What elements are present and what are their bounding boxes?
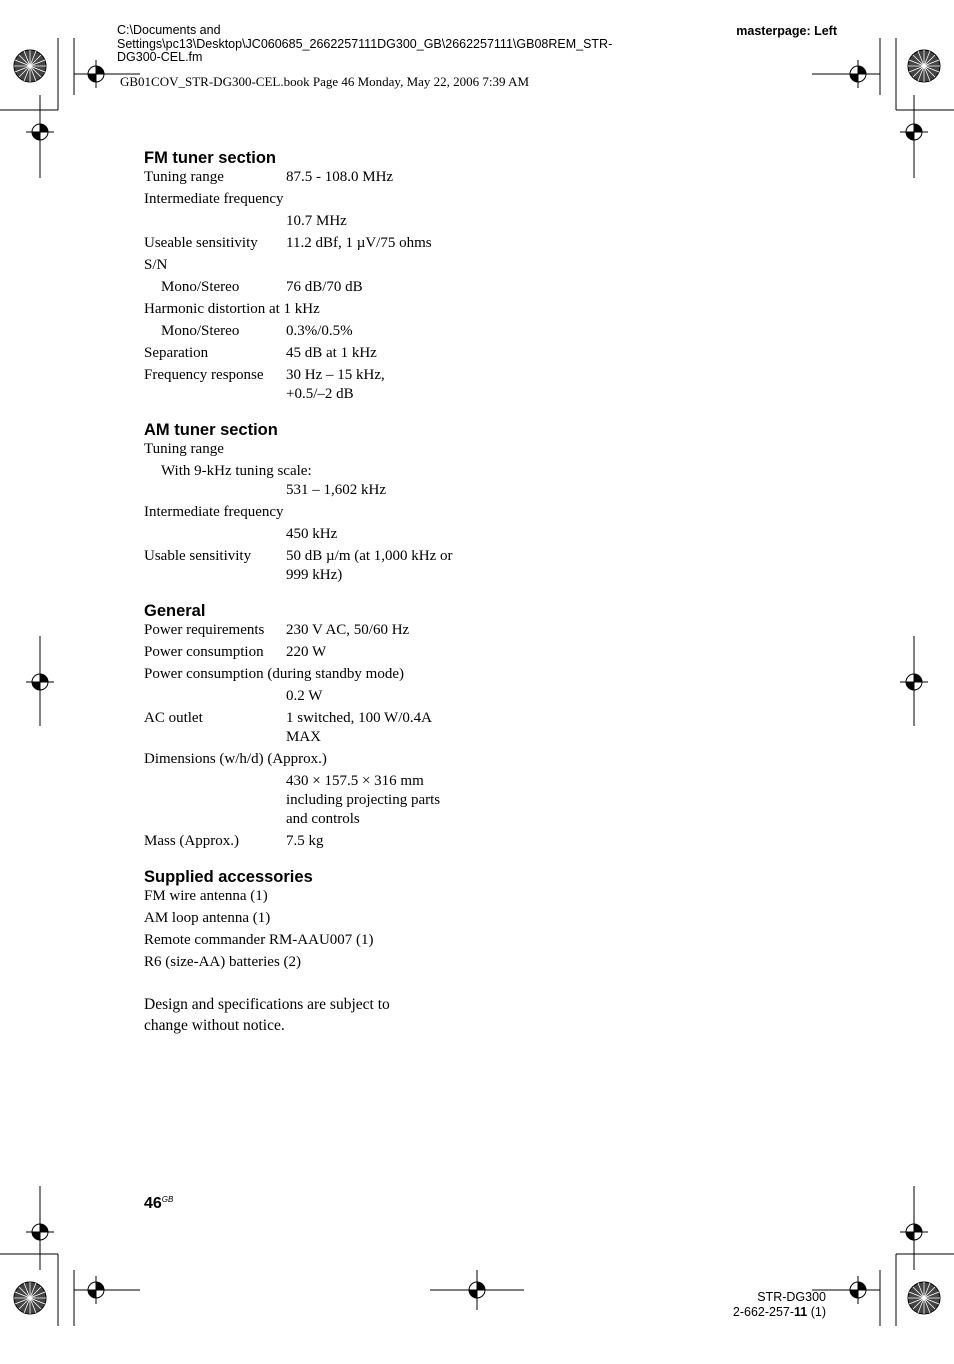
spec-value: 531 – 1,602 kHz xyxy=(286,482,386,498)
spec-label: Power consumption xyxy=(144,644,264,660)
spec-row xyxy=(144,643,484,662)
spec-label: Power requirements xyxy=(144,622,265,638)
spec-value-line: +0.5/–2 dB xyxy=(286,386,354,402)
spec-row xyxy=(144,344,484,363)
spec-value xyxy=(286,547,484,585)
masterpage-label: masterpage: Left xyxy=(736,24,837,38)
specifications xyxy=(144,148,484,1036)
model-name: STR-DG300 xyxy=(757,1290,826,1304)
spec-label: Useable sensitivity xyxy=(144,235,258,251)
spec-label: Tuning range xyxy=(144,169,224,185)
spec-value-line: 30 Hz – 15 kHz, xyxy=(286,367,385,383)
section-title: FM tuner section xyxy=(144,149,277,167)
part-code-prefix: 2-662-257- xyxy=(732,1305,795,1319)
accessory-item: Remote commander RM-AAU007 (1) xyxy=(144,932,374,948)
spec-value: 87.5 - 108.0 MHz xyxy=(286,169,394,185)
file-path-line: C:\Documents and xyxy=(117,23,221,37)
spec-row xyxy=(144,832,484,851)
file-path-line: DG300-CEL.fm xyxy=(117,50,203,64)
spec-value: 0.3%/0.5% xyxy=(286,323,353,339)
spec-label: Mono/Stereo xyxy=(161,279,240,295)
spec-label: Mono/Stereo xyxy=(161,323,240,339)
spec-value-line: 999 kHz) xyxy=(286,567,343,583)
notice-text xyxy=(144,994,444,1036)
model-info xyxy=(733,1290,826,1320)
spec-row xyxy=(144,278,484,297)
spec-value-line: MAX xyxy=(286,729,322,745)
spec-value: 10.7 MHz xyxy=(286,213,347,229)
spec-label: Harmonic distortion at 1 kHz xyxy=(144,301,320,317)
spec-value xyxy=(286,709,484,747)
general-section xyxy=(144,601,484,851)
spec-label: Power consumption (during standby mode) xyxy=(144,666,404,682)
accessory-item: AM loop antenna (1) xyxy=(144,910,271,926)
spec-row xyxy=(144,709,484,747)
accessories-section xyxy=(144,867,484,972)
notice-line: Design and specifications are subject to xyxy=(144,996,390,1013)
spec-value: 45 dB at 1 kHz xyxy=(286,345,377,361)
notice-line: change without notice. xyxy=(144,1017,285,1034)
part-code-revision: 11 xyxy=(794,1305,808,1319)
spec-label: Mass (Approx.) xyxy=(144,833,239,849)
spec-label: Separation xyxy=(144,345,209,361)
spec-value: 76 dB/70 dB xyxy=(286,279,363,295)
accessory-item: R6 (size-AA) batteries (2) xyxy=(144,954,302,970)
spec-value-line: including projecting parts xyxy=(286,792,441,808)
spec-row xyxy=(144,168,484,187)
section-title: Supplied accessories xyxy=(144,868,313,886)
part-code-suffix: (1) xyxy=(807,1305,826,1319)
spec-label: Frequency response xyxy=(144,367,264,383)
section-title: General xyxy=(144,602,206,620)
spec-row xyxy=(144,621,484,640)
spec-value: 7.5 kg xyxy=(286,833,324,849)
spec-value-line: and controls xyxy=(286,811,360,827)
spec-label: Dimensions (w/h/d) (Approx.) xyxy=(144,751,327,767)
fm-tuner-section xyxy=(144,148,484,404)
am-tuner-section xyxy=(144,420,484,585)
accessory-item: FM wire antenna (1) xyxy=(144,888,268,904)
spec-row xyxy=(144,234,484,253)
page-number-value: 46 xyxy=(144,1195,162,1212)
spec-value xyxy=(286,366,484,404)
spec-label: Intermediate frequency xyxy=(144,504,284,520)
file-path xyxy=(117,24,677,65)
spec-value-line: 50 dB µ/m (at 1,000 kHz or xyxy=(286,548,453,564)
spec-value: 0.2 W xyxy=(286,688,323,704)
spec-row xyxy=(144,366,484,404)
spec-label: Usable sensitivity xyxy=(144,548,252,564)
spec-label: With 9-kHz tuning scale: xyxy=(161,463,312,479)
section-title: AM tuner section xyxy=(144,421,278,439)
spec-row xyxy=(144,322,484,341)
file-path-line: Settings\pc13\Desktop\JC060685_2662257111DG300_GB\2662257111\GB08REM_STR- xyxy=(117,36,613,51)
spec-value-line: 430 × 157.5 × 316 mm xyxy=(286,773,424,789)
book-info-line: GB01COV_STR-DG300-CEL.book Page 46 Monday, May 22, 2006 7:39 AM xyxy=(120,74,530,89)
spec-label: Intermediate frequency xyxy=(144,191,284,207)
part-code xyxy=(733,1305,826,1320)
spec-value: 230 V AC, 50/60 Hz xyxy=(286,622,410,638)
spec-label: Tuning range xyxy=(144,441,224,457)
spec-label: AC outlet xyxy=(144,710,203,726)
page-number xyxy=(144,1195,173,1213)
spec-value: 11.2 dBf, 1 µV/75 ohms xyxy=(286,235,432,251)
spec-value xyxy=(144,772,484,829)
spec-value: 220 W xyxy=(286,644,327,660)
spec-label: S/N xyxy=(144,257,168,273)
spec-value-line: 1 switched, 100 W/0.4A xyxy=(286,710,432,726)
spec-row xyxy=(144,547,484,585)
page-number-suffix: GB xyxy=(161,1195,174,1204)
spec-value: 450 kHz xyxy=(286,526,338,542)
